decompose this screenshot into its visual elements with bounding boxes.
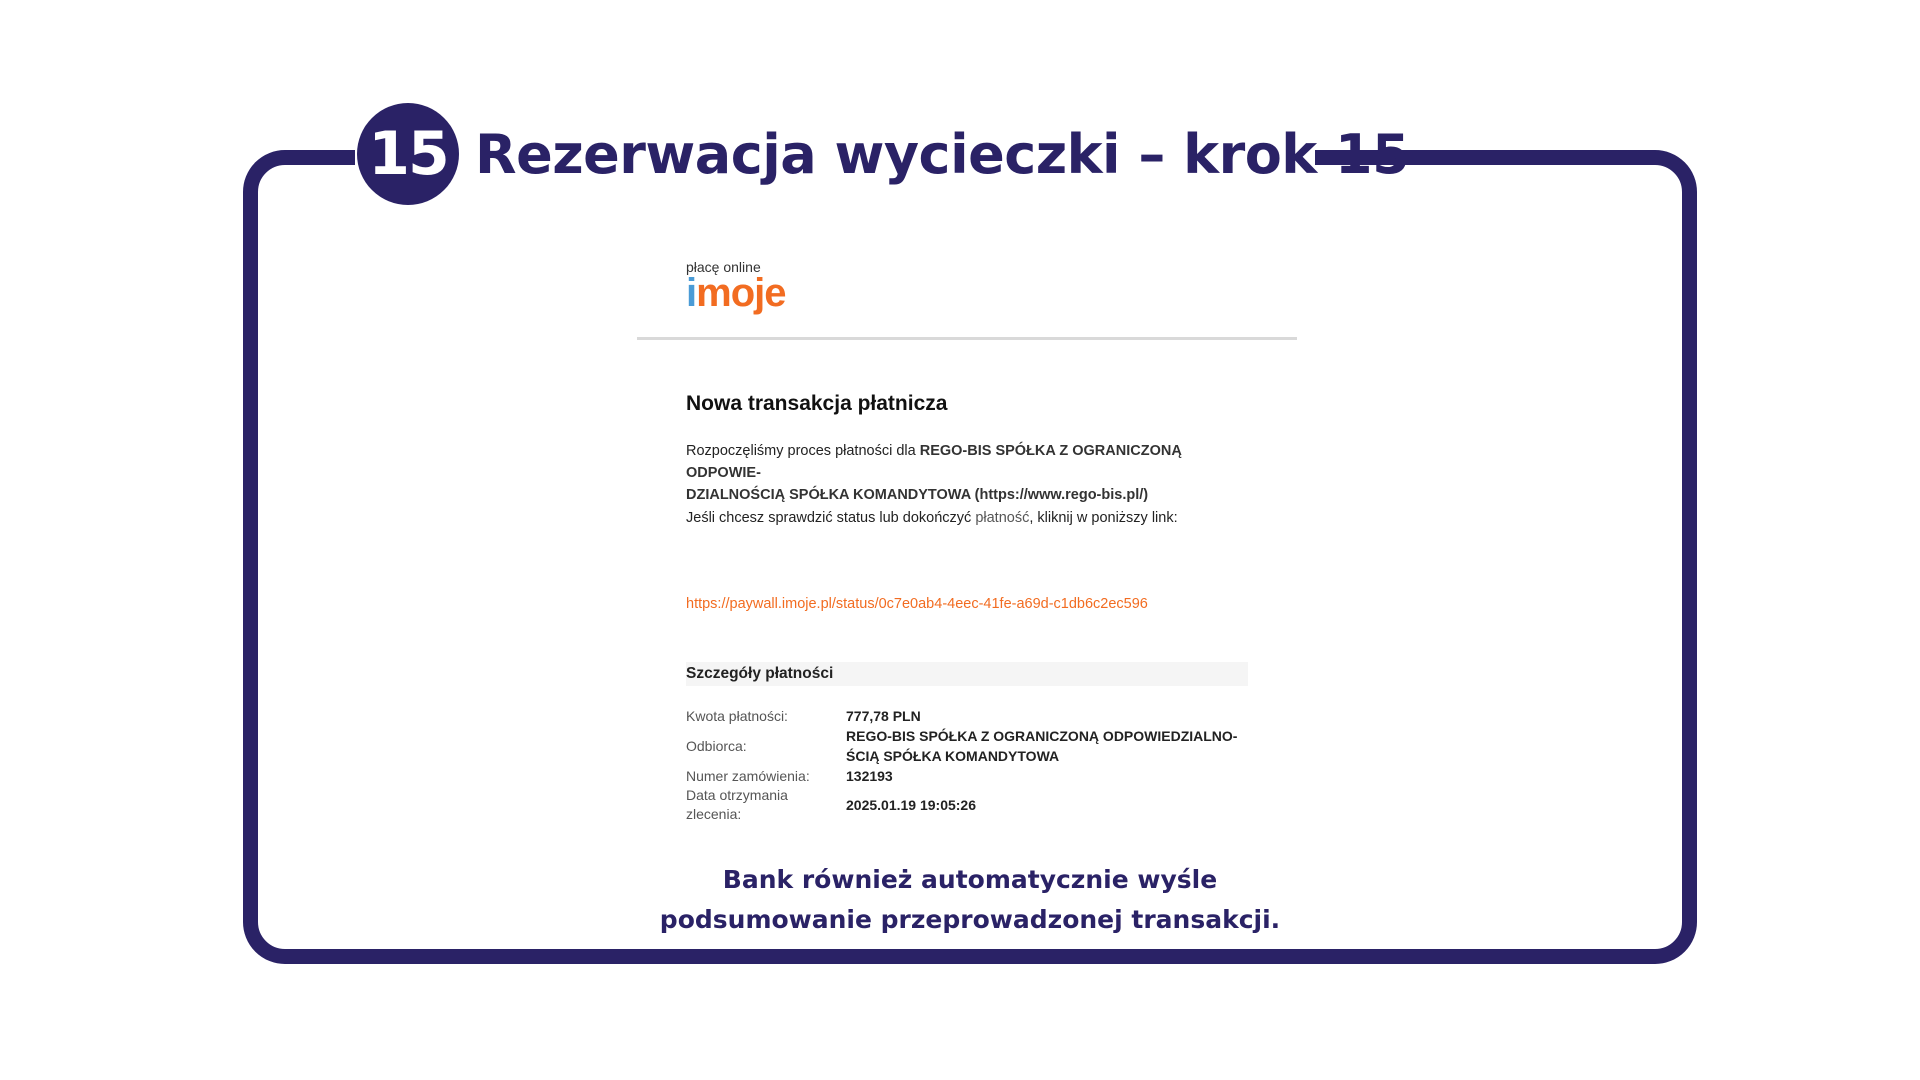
date-row: [686, 786, 1256, 824]
intro-prefix: Rozpoczęliśmy proces płatności dla: [686, 443, 920, 459]
email-heading: Nowa transakcja płatnicza: [686, 392, 948, 415]
date-label: [686, 786, 846, 824]
recipient-line1: REGO-BIS SPÓŁKA Z OGRANICZONĄ ODPOWIEDZIALNO-: [846, 728, 1238, 744]
logo-letters-moje: moje: [696, 271, 786, 315]
date-value: 2025.01.19 19:05:26: [846, 797, 976, 813]
order-row: [686, 766, 1256, 786]
payment-details: [686, 706, 1256, 824]
recipient-value: [846, 726, 1256, 766]
header-divider: [637, 337, 1297, 340]
cta-prefix: Jeśli chcesz sprawdzić status lub dokończyć: [686, 510, 976, 526]
cta-suffix: , kliknij w poniższy link:: [1029, 510, 1178, 526]
logo-tagline: płacę online: [686, 259, 761, 275]
caption: [620, 860, 1320, 940]
order-value: 132193: [846, 768, 893, 784]
step-number-badge: [357, 103, 459, 205]
caption-line1: Bank również automatycznie wyśle: [722, 865, 1218, 894]
details-heading: Szczegóły płatności: [686, 662, 1248, 686]
amount-label: Kwota płatności:: [686, 708, 788, 724]
amount-value: 777,78 PLN: [846, 708, 921, 724]
cta-word: płatność: [975, 510, 1030, 526]
intro-text: [686, 440, 1256, 506]
cta-text: [686, 510, 1256, 526]
imoje-logo: [686, 259, 786, 315]
logo-letter-i: i: [686, 271, 697, 315]
merchant-name-line1: REGO-BIS SPÓŁKA Z OGRANICZONĄ ODPOWIE-: [686, 443, 1182, 481]
caption-line2: podsumowanie przeprowadzonej transakcji.: [659, 905, 1281, 934]
page-title: Rezerwacja wycieczki – krok 15: [475, 122, 1410, 186]
recipient-label: Odbiorca:: [686, 738, 747, 754]
recipient-line2: ŚCIĄ SPÓŁKA KOMANDYTOWA: [846, 748, 1060, 764]
order-label: Numer zamówienia:: [686, 768, 810, 784]
recipient-row: [686, 726, 1256, 766]
date-label-line2: zlecenia:: [686, 806, 742, 822]
amount-row: [686, 706, 1256, 726]
merchant-name-line2: DZIALNOŚCIĄ SPÓŁKA KOMANDYTOWA (https://www.rego-bis.pl/): [686, 487, 1149, 503]
date-label-line1: Data otrzymania: [686, 787, 788, 803]
email-screenshot: [637, 252, 1297, 852]
step-number: 15: [368, 119, 448, 189]
payment-status-link[interactable]: https://paywall.imoje.pl/status/0c7e0ab4-4eec-41fe-a69d-c1db6c2ec596: [686, 596, 1148, 612]
logo-wordmark: [686, 271, 786, 315]
